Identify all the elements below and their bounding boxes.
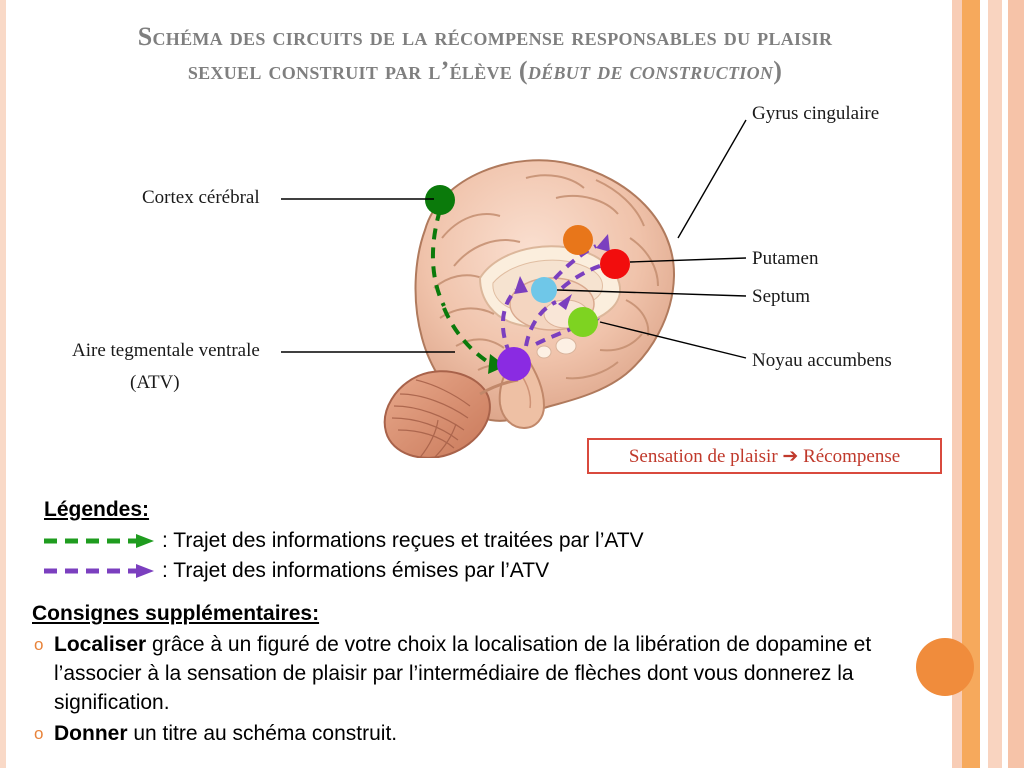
- gyrus-marker: [563, 225, 593, 255]
- purple-dashed-arrow-icon: [40, 561, 158, 581]
- instructions-list: [32, 630, 922, 750]
- bullet-marker-icon: o: [34, 724, 44, 743]
- right-band-3: [988, 0, 1002, 768]
- right-band-5: [1008, 0, 1024, 768]
- legend-label-green: : Trajet des informations reçues et traitées par l’ATV: [162, 529, 644, 552]
- list-item: [32, 719, 922, 748]
- left-edge-band: [0, 0, 6, 768]
- page-title: [40, 20, 930, 88]
- label-septum: Septum: [752, 286, 811, 307]
- septum-marker: [531, 277, 557, 303]
- putamen-marker: [600, 249, 630, 279]
- label-accumbens: Noyau accumbens: [752, 350, 892, 371]
- cortex-marker: [425, 185, 455, 215]
- label-gyrus: Gyrus cingulaire: [752, 103, 880, 124]
- green-dashed-arrow-icon: [40, 531, 158, 551]
- instruction-text-1: grâce à un figuré de votre choix la localisation de la libération de dopamine et l’associer à la sensation de plaisir par l’intermédiaire de flèches dont vous donnerez la signification.: [54, 633, 872, 714]
- instruction-text-2: un titre au schéma construit.: [127, 722, 398, 745]
- instruction-verb-2: Donner: [54, 722, 128, 745]
- title-line-1: Schéma des circuits de la récompense responsables du plaisir: [137, 22, 833, 51]
- legend-item-green: [40, 528, 644, 554]
- accumbens-marker: [568, 307, 598, 337]
- instruction-verb-1: Localiser: [54, 633, 147, 656]
- decorative-orange-circle: [916, 638, 974, 696]
- label-putamen: Putamen: [752, 248, 819, 269]
- legend-item-purple: [40, 558, 549, 584]
- label-atv-line1: Aire tegmentale ventrale: [72, 340, 260, 361]
- title-line-2-prefix: sexuel construit par l’élève (: [187, 56, 528, 85]
- label-cortex: Cortex cérébral: [142, 187, 260, 208]
- right-band-2: [980, 0, 988, 768]
- label-atv-line2: (ATV): [130, 372, 180, 393]
- brain-diagram: [330, 118, 700, 458]
- atv-marker: [497, 347, 531, 381]
- title-line-2-italic: début de construction: [527, 56, 774, 85]
- title-line-2-suffix: ): [773, 56, 783, 85]
- reward-box-text: Sensation de plaisir ➔ Récompense: [628, 445, 901, 467]
- instructions-title: Consignes supplémentaires:: [32, 602, 320, 625]
- reward-box: [587, 438, 942, 474]
- legend-label-purple: : Trajet des informations émises par l’ATV: [162, 559, 550, 582]
- legend-title: Légendes:: [44, 498, 150, 521]
- bullet-marker-icon: o: [34, 635, 44, 654]
- list-item: [32, 630, 922, 717]
